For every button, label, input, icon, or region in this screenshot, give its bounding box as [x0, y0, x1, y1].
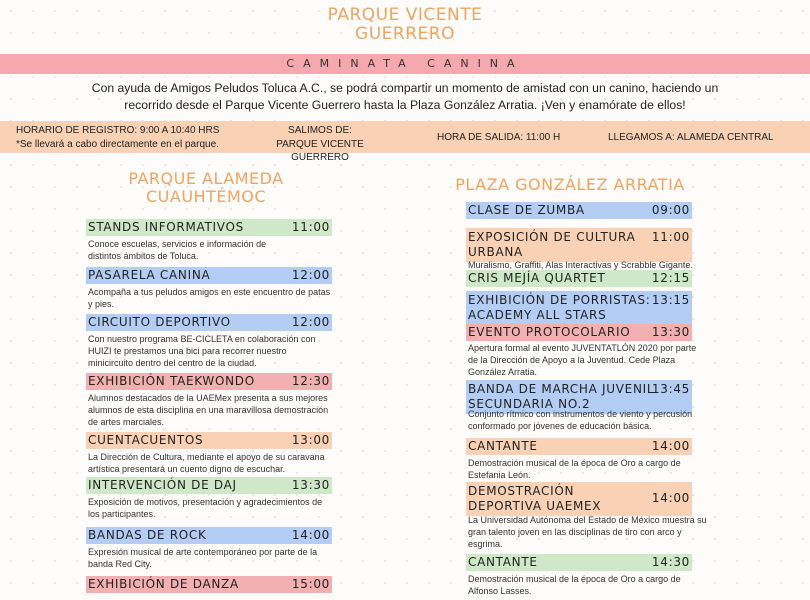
desc-line: Demostración musical de la época de Oro a cargo de: [468, 458, 681, 468]
event-time: 12:30: [291, 374, 330, 388]
event-row: [466, 482, 692, 516]
event-time: 11:00: [651, 230, 690, 244]
event-name-line: SECUNDARIA NO.2: [468, 397, 591, 411]
desc-line: de artes marciales.: [88, 417, 165, 427]
event-description: [88, 286, 330, 310]
event-time: 15:00: [291, 577, 330, 591]
event-name: [468, 293, 651, 323]
intro-line-1: Con ayuda de Amigos Peludos Toluca A.C., se podrá compartir un momento de amistad con un canino, haciendo un: [91, 81, 719, 95]
event-time: 13:30: [291, 478, 330, 492]
event-description: [468, 457, 681, 481]
event-description: [88, 546, 317, 570]
event-row: [466, 202, 692, 219]
event-time: 14:00: [651, 491, 690, 505]
event-name: [468, 484, 601, 514]
event-name: CANTANTE: [468, 439, 538, 453]
event-row: [86, 314, 332, 331]
desc-line: Expresión musical de arte contemporáneo por parte de la: [88, 547, 318, 557]
event-name-line: BANDA DE MARCHA JUVENIL: [468, 382, 655, 396]
event-name: CRIS MEJÍA QUARTET: [468, 271, 606, 285]
event-description: [468, 573, 681, 597]
event-row: [86, 576, 332, 593]
desc-line: La Dirección de Cultura, mediante el apoyo de su caravana: [88, 452, 325, 462]
desc-line: Alfonso Lasses.: [468, 586, 532, 596]
event-row: [466, 228, 692, 262]
event-name: PASARELA CANINA: [88, 268, 211, 282]
desc-line: Apertura formal al evento JUVENTATLÓN 2020 por parte: [468, 343, 697, 353]
event-row: [86, 267, 332, 284]
event-name: [468, 230, 636, 260]
event-row: [86, 477, 332, 494]
desc-line: Acompaña a tus peludos amigos en este encuentro de patas: [88, 287, 331, 297]
event-name-line: EXHIBICIÓN DE PORRISTAS:: [468, 293, 651, 307]
section-title-plaza: PLAZA GONZÁLEZ ARRATIA: [455, 175, 685, 194]
event-time: 14:00: [291, 528, 330, 542]
event-time: 14:00: [651, 439, 690, 453]
event-name-line: ACADEMY ALL STARS: [468, 308, 607, 322]
desc-line: Demostración musical de la época de Oro a cargo de: [468, 574, 681, 584]
section-title-line-1: PARQUE ALAMEDA: [128, 169, 284, 188]
desc-line: HUIZI te prestamos una bici para recorrer nuestro: [88, 346, 287, 356]
event-row: [86, 219, 332, 236]
salimos-label: SALIMOS DE:: [288, 125, 352, 136]
event-name: CUENTACUENTOS: [88, 433, 204, 447]
event-name-line: DEMOSTRACIÓN: [468, 484, 575, 498]
title-line-1: PARQUE VICENTE: [327, 5, 483, 25]
event-name: CIRCUITO DEPORTIVO: [88, 315, 231, 329]
intro-text: [60, 80, 750, 114]
desc-line: de la Dirección de Apoyo a la Juventud. Cede Plaza: [468, 355, 676, 365]
event-description: Muralismo, Graffiti, Alas Interactivas y Scrabble Gigante.: [468, 260, 693, 270]
event-description: [88, 238, 266, 262]
event-row: [466, 554, 692, 571]
event-time: 14:30: [651, 555, 690, 569]
event-time: 13:45: [651, 382, 690, 396]
event-name: EXHIBICIÓN TAEKWONDO: [88, 374, 255, 388]
event-description: [468, 514, 707, 550]
event-row: [86, 432, 332, 449]
desc-line: los participantes.: [88, 509, 156, 519]
event-time: 13:30: [651, 325, 690, 339]
event-row: [86, 527, 332, 544]
event-description: [468, 342, 696, 378]
page-title: [0, 6, 810, 44]
event-banner: CAMINATA CANINA: [0, 54, 810, 74]
registro-note: *Se llevará a cabo directamente en el parque.: [16, 139, 219, 150]
event-row: [466, 291, 692, 325]
desc-line: artística presentará un cuento digno de escuchar.: [88, 464, 286, 474]
event-name-line: URBANA: [468, 245, 523, 259]
salida-text: HORA DE SALIDA: 11:00 H: [437, 132, 561, 143]
registro-text: HORARIO DE REGISTRO: 9:00 A 10:40 HRS: [16, 125, 220, 136]
event-name: INTERVENCIÓN DE DAJ: [88, 478, 237, 492]
event-time: 13:00: [291, 433, 330, 447]
event-time: 11:00: [291, 220, 330, 234]
salimos-value: PARQUE VICENTE GUERRERO: [276, 139, 364, 163]
event-time: 12:00: [291, 268, 330, 282]
event-description: [88, 333, 315, 369]
event-name: EXHIBICIÓN DE DANZA: [88, 577, 239, 591]
event-row: [466, 438, 692, 455]
event-description: [468, 408, 692, 432]
desc-line: alumnos de esta disciplina en una maravillosa demostración: [88, 405, 329, 415]
event-row: [466, 324, 692, 341]
desc-line: conformado por jóvenes de educación básica.: [468, 421, 652, 431]
desc-line: esgrima.: [468, 539, 503, 549]
desc-line: Con nuestro programa BE-CICLETA en colaboración con: [88, 334, 316, 344]
section-title-alameda: [96, 170, 316, 206]
event-name-line: EXPOSICIÓN DE CULTURA: [468, 230, 636, 244]
event-name: CLASE DE ZUMBA: [468, 203, 585, 217]
event-name: CANTANTE: [468, 555, 538, 569]
event-name-line: DEPORTIVA UAEMEX: [468, 499, 602, 513]
desc-line: distintos ámbitos de Toluca.: [88, 251, 199, 261]
event-name: EVENTO PROTOCOLARIO: [468, 325, 631, 339]
llegamos-text: LLEGAMOS A: ALAMEDA CENTRAL: [608, 132, 774, 143]
event-time: 12:15: [651, 271, 690, 285]
event-row: [466, 270, 692, 287]
desc-line: y pies.: [88, 299, 115, 309]
event-time: 09:00: [651, 203, 690, 217]
desc-line: La Universidad Autónoma del Estado de México muestra su: [468, 515, 707, 525]
event-row: [86, 373, 332, 390]
event-name: STANDS INFORMATIVOS: [88, 220, 244, 234]
event-time: 13:15: [651, 293, 690, 307]
desc-line: Alumnos destacados de la UAEMex presenta a sus mejores: [88, 393, 328, 403]
intro-line-2: recorrido desde el Parque Vicente Guerrero hasta la Plaza González Arratia. ¡Ven y enamórate de ellos!: [124, 98, 686, 112]
event-description: [88, 451, 325, 475]
desc-line: banda Red City.: [88, 559, 152, 569]
desc-line: gran talento joven en las disciplinas de tiro con arco y: [468, 527, 682, 537]
desc-line: Conoce escuelas, servicios e información de: [88, 239, 267, 249]
info-bar: [0, 121, 810, 163]
desc-line: Conjunto rítmico con instrumentos de viento y percusión: [468, 409, 693, 419]
desc-line: Estefania León.: [468, 470, 531, 480]
section-title-line-2: CUAUHTÉMOC: [145, 187, 267, 206]
desc-line: minicircuito dentro del centro de la ciudad.: [88, 358, 257, 368]
event-description: [88, 392, 328, 428]
title-line-2: GUERRERO: [355, 24, 455, 44]
desc-line: González Arratia.: [468, 367, 538, 377]
event-name: BANDAS DE ROCK: [88, 528, 207, 542]
event-description: [88, 496, 322, 520]
desc-line: Exposición de motivos, presentación y agradecimientos de: [88, 497, 323, 507]
event-time: 12:00: [291, 315, 330, 329]
